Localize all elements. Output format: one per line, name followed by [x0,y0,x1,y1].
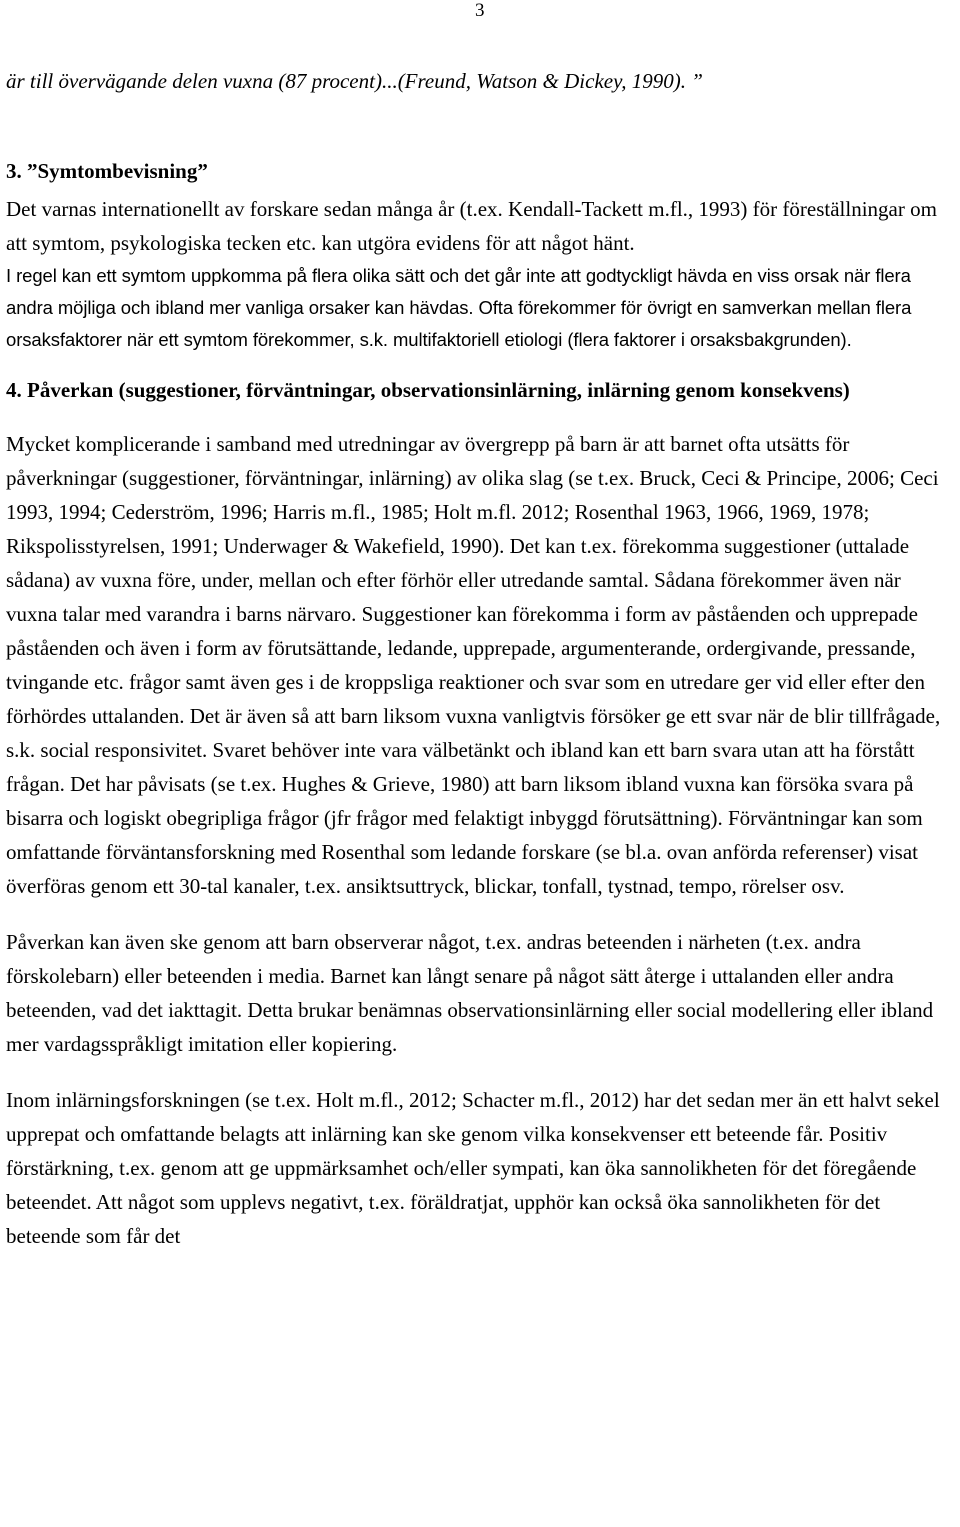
section-3-paragraph-sans: I regel kan ett symtom uppkomma på flera olika sätt och det går inte att godtyckligt hävda en viss orsak när flera andra möjliga och ibland mer vanliga orsaker kan hävdas. Ofta förekommer för övrigt en samverkan mellan flera orsaksfaktorer när ett symtom förekommer, s.k. multifaktoriell etiologi (flera faktorer i orsaksbakgrunden). [6,265,912,350]
document-body [6,64,956,1253]
section-4-paragraph-2: Påverkan kan även ske genom att barn observerar något, t.ex. andras beteenden i närheten (t.ex. andra förskolebarn) eller beteenden i media. Barnet kan långt senare på något sätt återge i uttalanden eller andra beteenden, vad det iakttagit. Detta brukar benämnas observationsinlärning eller social modellering eller ibland mer vardagsspråkligt imitation eller kopiering. [6,930,934,1056]
section-4-paragraph-1: Mycket komplicerande i samband med utredningar av övergrepp på barn är att barnet ofta utsätts för påverkningar (suggestioner, förväntningar, inlärning) av olika slag (se t.ex. Bruck, Ceci & Principe, 2006; Ceci 1993, 1994; Cederström, 1996; Harris m.fl., 1985; Holt m.fl. 2012; Rosenthal 1963, 1966, 1969, 1978; Rikspolisstyrelsen, 1991; Underwager & Wakefield, 1990). Det kan t.ex. förekomma suggestioner (uttalade sådana) av vuxna före, under, mellan och efter förhör eller utredande samtal. Sådana förekommer även när vuxna talar med varandra i barns närvaro. Suggestioner kan förekomma i form av påståenden och upprepade påståenden och även i form av förutsättande, ledande, upprepade, argumenterande, ordergivande, pressande, tvingande etc. frågor samt även ges i de kroppsliga reaktioner och svar som en utredare ger vid eller efter den förhördes uttalanden. Det är även så att barn liksom vuxna vanligtvis försöker ge ett svar när de blir tillfrågade, s.k. social responsivitet. Svaret behöver inte vara välbetänkt och ibland kan ett barn svara utan att ha förstått frågan. Det har påvisats (se t.ex. Hughes & Grieve, 1980) att barn liksom ibland vuxna kan försöka svara på bisarra och logiskt obegripliga frågor (jfr frågor med felaktigt inbyggd förutsättning). Förväntningar kan som omfattande förväntansforskning med Rosenthal som ledande forskare (se bl.a. ovan anförda referenser) visat överföras genom ett 30-tal kanaler, t.ex. ansiktsuttryck, blickar, tonfall, tystnad, tempo, rörelser osv. [6,432,941,898]
section-4 [6,374,956,1253]
section-3-paragraph-serif: Det varnas internationellt av forskare sedan många år (t.ex. Kendall-Tackett m.fl., 1993) för föreställningar om att symtom, psykologiska tecken etc. kan utgöra evidens för att något hänt. [6,197,937,255]
intro-quote: är till övervägande delen vuxna (87 procent)...(Freund, Watson & Dickey, 1990). ” [6,69,703,93]
section-4-paragraph-3: Inom inlärningsforskningen (se t.ex. Holt m.fl., 2012; Schacter m.fl., 2012) har det sedan mer än ett halvt sekel upprepat och omfattande belagts att inlärning kan ske genom vilka konsekvenser ett beteende får. Positiv förstärkning, t.ex. genom att ge uppmärksamhet och/eller sympati, kan öka sannolikheten för det föregående beteendet. Att något som upplevs negativt, t.ex. föräldratjat, upphör kan också öka sannolikheten för det beteende som får det [6,1088,940,1248]
page-number: 3 [475,0,485,21]
section-3-heading: 3. ”Symtombevisning” [6,159,208,183]
section-4-heading: 4. Påverkan (suggestioner, förväntningar, observationsinlärning, inlärning genom konsekvens) [6,378,850,402]
section-3 [6,154,956,356]
